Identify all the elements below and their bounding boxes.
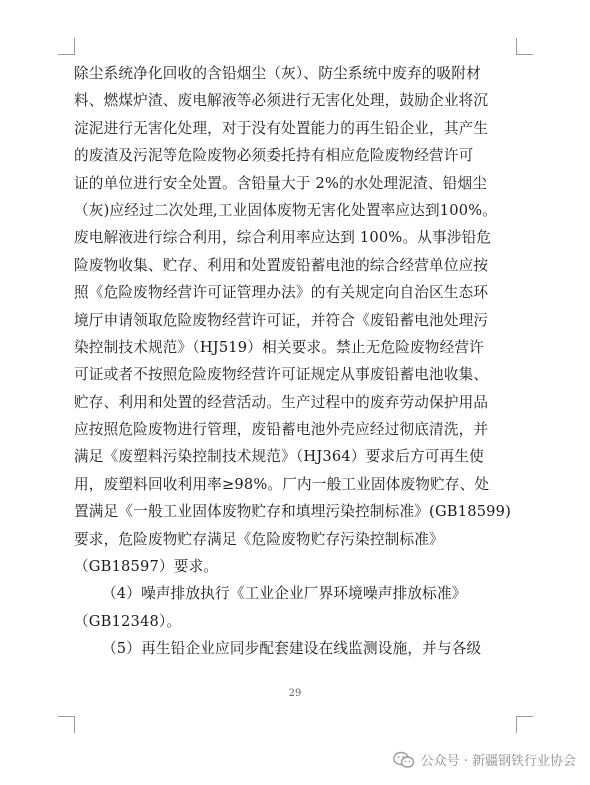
wechat-icon (393, 751, 415, 769)
text-line: 除尘系统净化回收的含铅烟尘（灰）、防尘系统中废弃的吸附材 (74, 65, 481, 82)
text-line: 证的单位进行安全处置。含铅量大于 2%的水处理泥渣、铅烟尘 (74, 174, 488, 192)
text-line: 境厅申请领取危险废物经营许可证，并符合《废铅蓄电池处理污 (74, 311, 489, 329)
crop-mark-top-right (516, 38, 533, 55)
crop-mark-top-left (58, 38, 75, 55)
text-line: 可证或者不按照危险废物经营许可证规定从事废铅蓄电池收集、 (74, 366, 489, 384)
page-number: 29 (288, 688, 302, 699)
text-line: 染控制技术规范》（HJ519）相关要求。禁止无危险废物经营许 (74, 338, 484, 356)
crop-mark-bottom-left (58, 716, 75, 733)
text-line: 的废渣及污泥等危险废物必须委托持有相应危险废物经营许可 (74, 147, 474, 165)
text-line: （GB18597）要求。 (74, 558, 219, 576)
text-line: 照《危险废物经营许可证管理办法》的有关规定向自治区生态环 (74, 284, 489, 302)
text-line: （GB12348）。 (74, 612, 182, 630)
text-line: 料、燃煤炉渣、废电解液等必须进行无害化处理，鼓励企业将沉 (74, 92, 489, 110)
text-line: 满足《废塑料污染控制技术规范》（HJ364）要求后方可再生使 (74, 448, 484, 466)
text-line: 险废物收集、贮存、利用和处置废铅蓄电池的综合经营单位应按 (74, 256, 489, 274)
text-line: 用，废塑料回收利用率≥98%。厂内一般工业固体废物贮存、处 (74, 475, 490, 493)
document-body (74, 60, 520, 663)
text-line: 要求，危险废物贮存满足《危险废物贮存污染控制标准》 (74, 530, 444, 548)
text-line: 淀泥进行无害化处理，对于没有处置能力的再生铅企业，其产生 (74, 119, 489, 137)
text-line: （5）再生铅企业应同步配套建设在线监测设施，并与各级 (102, 640, 482, 658)
text-line: （灰)应经过二次处理,工业固体废物无害化处置率应达到100%。 (74, 201, 498, 219)
wechat-watermark (393, 750, 576, 769)
text-line: 置满足《一般工业固体废物贮存和填埋污染控制标准》(GB18599) (74, 503, 512, 521)
text-line: 应按照危险废物进行管理，废铅蓄电池外壳应经过彻底清洗，并 (74, 421, 489, 439)
text-line: 废电解液进行综合利用，综合利用率应达到 100%。从事涉铅危 (74, 229, 492, 247)
text-line: （4）噪声排放执行《工业企业厂界环境噪声排放标准》 (102, 585, 467, 603)
crop-mark-bottom-right (516, 716, 533, 733)
text-line: 贮存、利用和处置的经营活动。生产过程中的废弃劳动保护用品 (74, 393, 489, 411)
watermark-text: 公众号 · 新疆钢铁行业协会 (420, 754, 576, 769)
